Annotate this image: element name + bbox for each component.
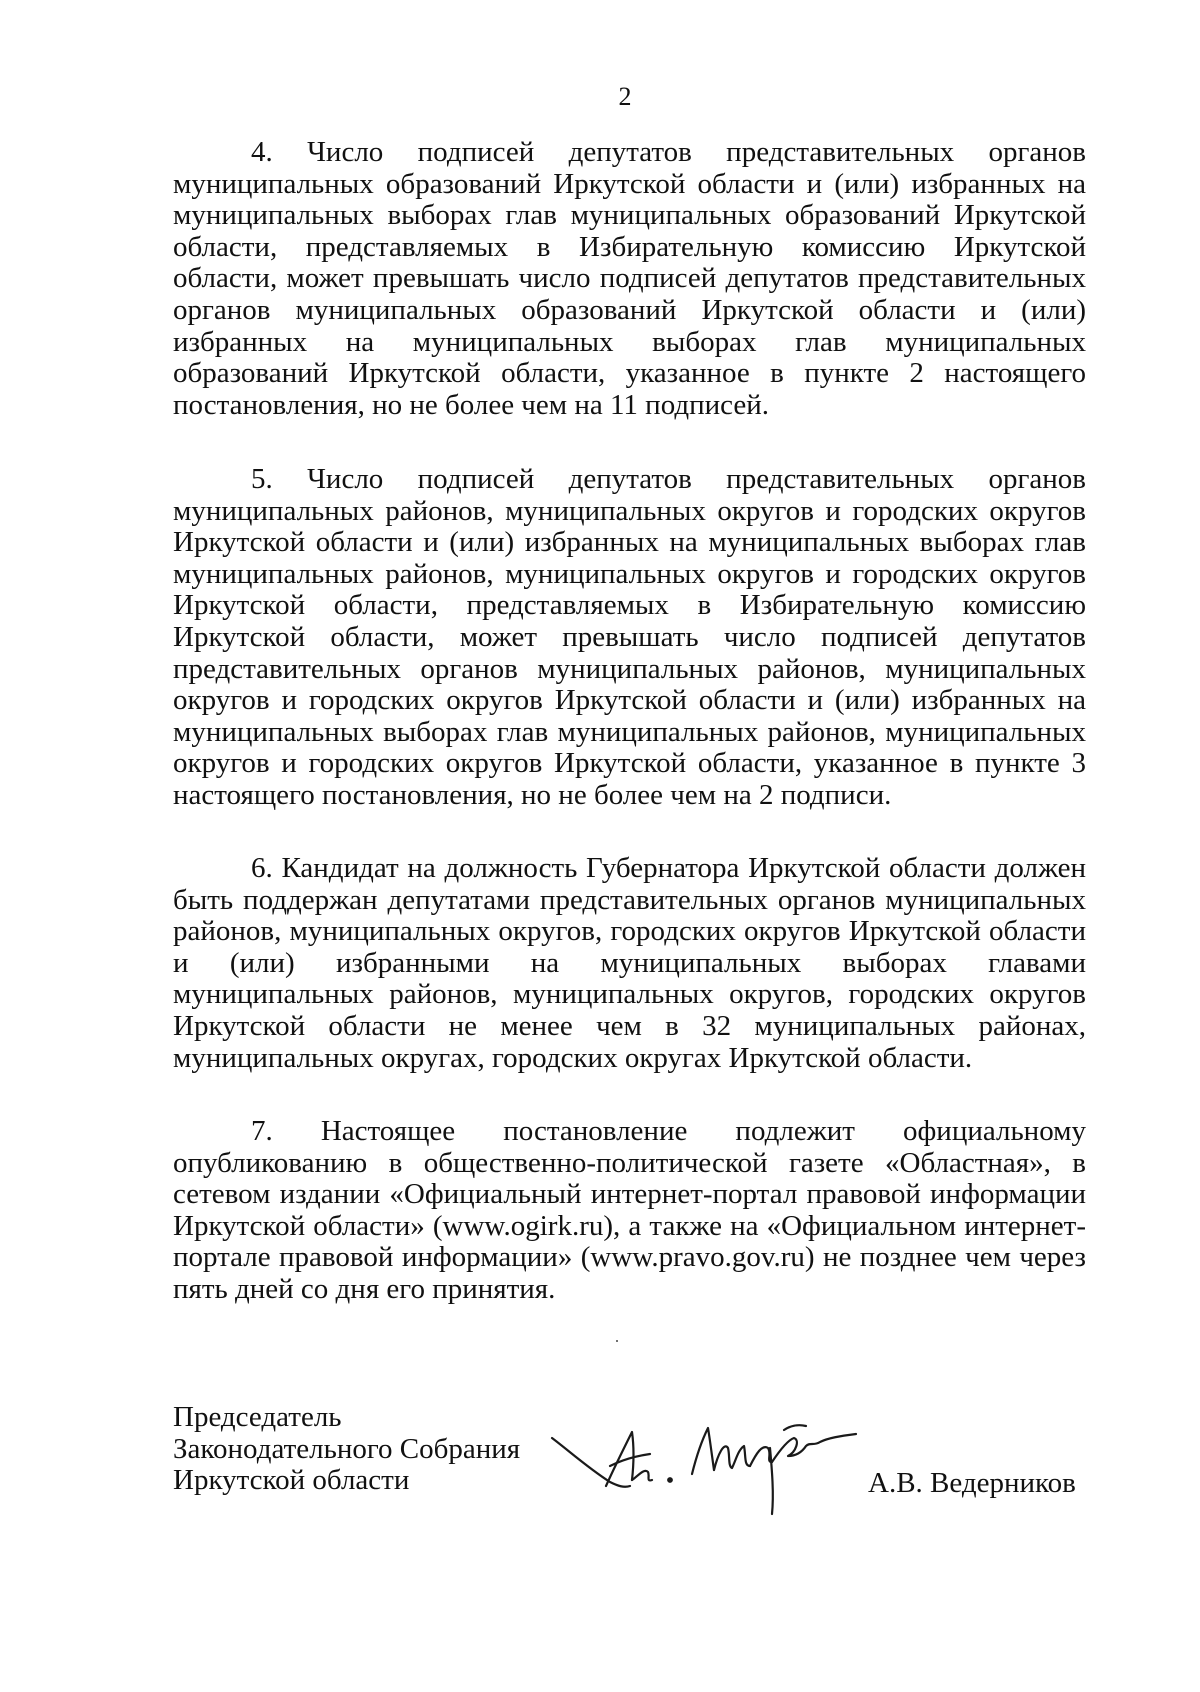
paragraph-6: 6. Кандидат на должность Губернатора Иркутской области должен быть поддержан депутатами представительных органов муниципальных районов, муниципальных округов, городских округов Иркутской области и (или) избранными на муниципальных выборах главами муниципальных районов, муниципальных округов, городских округов Иркутской области не менее чем в 32 муниципальных районах, муниципальных округах, городских округах Иркутской области. xyxy=(173,852,1086,1074)
paragraph-5: 5. Число подписей депутатов представительных органов муниципальных районов, муниципальных округов и городских округов Иркутской области и (или) избранных на муниципальных выборах глав муниципальных районов, муниципальных округов и городских округов Иркутской области, представляемых в Избирательную комиссию Иркутской области, может превышать число подписей депутатов представительных органов муниципальных районов, муниципальных округов и городских округов Иркутской области и (или) избранных на муниципальных выборах глав муниципальных районов, муниципальных округов и городских округов Иркутской области, указанное в пункте 3 настоящего постановления, но не более чем на 2 подписи. xyxy=(173,463,1086,811)
position-line-1: Председатель xyxy=(173,1401,342,1433)
position-line-2: Законодательного Собрания xyxy=(173,1432,521,1465)
paragraph-4: 4. Число подписей депутатов представительных органов муниципальных образований Иркутской области и (или) избранных на муниципальных выборах глав муниципальных образований Иркутской области, представляемых в Избирательную комиссию Иркутской области, может превышать число подписей депутатов представительных органов муниципальных образований Иркутской области и (или) избранных на муниципальных выборах глав муниципальных образований Иркутской области, указанное в пункте 2 настоящего постановления, но не более чем на 11 подписей. xyxy=(173,136,1086,421)
page-number: 2 xyxy=(618,82,632,111)
signer-name: А.В. Ведерников xyxy=(868,1467,1076,1499)
position-line-3: Иркутской области xyxy=(173,1464,410,1497)
scan-speck xyxy=(616,1340,618,1342)
signatory-position xyxy=(173,1402,520,1497)
handwritten-signature xyxy=(548,1410,888,1530)
paragraph-7: 7. Настоящее постановление подлежит официальному опубликованию в общественно-политической газете «Областная», в сетевом издании «Официальный интернет-портал правовой информации Иркутской области» (www.ogirk.ru), а также на «Официальном интернет-портале правовой информации» (www.pravo.gov.ru) не позднее чем через пять дней со дня его принятия. xyxy=(173,1115,1086,1305)
